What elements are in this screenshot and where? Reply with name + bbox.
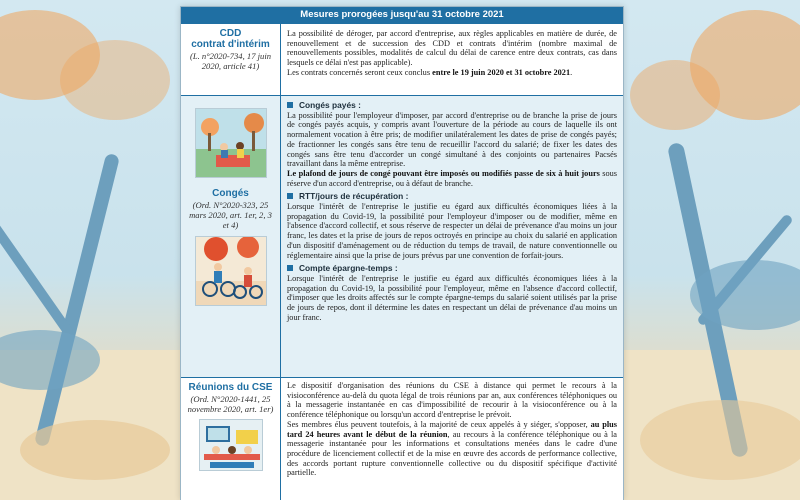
cdd-section	[181, 23, 623, 95]
cdd-legal-reference: (L. n°2020-734, 17 juin 2020, article 41)	[189, 51, 272, 71]
cyclists-illustration-icon	[195, 236, 267, 306]
conges-payes-plafond: Le plafond de jours de congé pouvant être imposés ou modifiés passe de six à huit jours sous réserve d'un accord d'entreprise, ou à défaut de branche.	[287, 168, 617, 188]
meeting-illustration-icon	[199, 419, 263, 471]
cdd-contracts-period: Les contrats concernés seront ceux conclus entre le 19 juin 2020 et 31 octobre 2021.	[287, 67, 573, 77]
cse-section	[181, 377, 623, 500]
conges-payes-text: La possibilité pour l'employeur d'imposer, par accord d'entreprise ou de branche la prise de jours de congés payés acquis, y compris avant l'ouverture de la période au cours de laquelle ils ont normalement vocation à être pris; de modifier unilatéralement les dates de prise de congés payés; de fractionner les congés sans être tenu de recueillir l'accord du salarié; de fixer les dates des congés sans être tenu d'accorder un congé simultané à des conjoints ou partenaires Pacsés travaillant dans la même entreprise.	[287, 110, 617, 169]
cet-text: Lorsque l'intérêt de l'entreprise le justifie eu égard aux difficultés économiques liées à la propagation du Covid-19, la possibilité pour l'employeur, même en l'absence d'accord collectif, d'imposer que les droits affectés sur le compte épargne-temps du salarié soient utilisés par la prise de jours de repos, dont il détermine les dates en respectant un délai de prévenance d'au moins un jour franc.	[287, 273, 617, 322]
cdd-text: La possibilité de déroger, par accord d'entreprise, aux règles applicables en matière de durée, de renouvellement et de succession des CDD et contrats d'intérim (nombre maximal de renouvellements possibles, modalités de calcul du délai de carence entre deux contrats, cas dans lesquels ce délai n'est pas applicable).	[287, 29, 617, 68]
rtt-heading: RTT/jours de récupération :	[287, 192, 617, 202]
picnic-illustration-icon	[195, 108, 267, 178]
conges-title: Congés	[212, 188, 249, 199]
conges-label-cell	[181, 96, 281, 377]
cdd-title: CDD	[219, 28, 242, 39]
conges-description	[281, 96, 623, 377]
rtt-text: Lorsque l'intérêt de l'entreprise le justifie eu égard aux difficultés économiques liées à la propagation du Covid-19, la possibilité pour l'employeur d'imposer ou de modifier, même en l'absence d'accord collectif, et sous réserve de respecter un délai de prévenance d'au moins un jour franc, les dates et la prise de jours de repos octroyés en principe au choix du salarié en application d'un dispositif d'aménagement ou de réduction du temps de travail, de nature conventionnelle ou réglementaire ainsi que la prise de jours prévus par une convention de forfait-jours.	[287, 202, 617, 260]
cet-heading: Compte épargne-temps :	[287, 264, 617, 274]
cse-title: Réunions du CSE	[188, 382, 273, 393]
cdd-label-cell	[181, 24, 281, 95]
cse-text-2: Ses membres élus peuvent toutefois, à la majorité de ceux appelés à y siéger, s'opposer, au plus tard 24 heures avant le début de la réunion, au recours à la conférence téléphonique ou à la messagerie instantanée pour les informations et consultations menées dans le cadre d'une procédure de licenciement collectif et de la mise en œuvre des accords de performance collective, des accords portant rupture conventionnelle collective ou du dispositif spécifique d'activité partielle.	[287, 419, 617, 478]
measures-document	[180, 6, 624, 500]
cse-description	[281, 378, 623, 500]
cse-legal-reference: (Ord. N°2020-1441, 25 novembre 2020, art. 1er)	[187, 394, 274, 414]
conges-payes-heading: Congés payés :	[287, 101, 617, 111]
cdd-description	[281, 24, 623, 95]
conges-legal-reference: (Ord. N°2020-323, 25 mars 2020, art. 1er, 2, 3 et 4)	[189, 200, 272, 230]
cse-label-cell	[181, 378, 281, 500]
cdd-subtitle: contrat d'intérim	[191, 39, 270, 50]
conges-section	[181, 95, 623, 377]
document-title: Mesures prorogées jusqu'au 31 octobre 2021	[181, 7, 623, 23]
cse-text-1: Le dispositif d'organisation des réunions du CSE à distance qui permet le recours à la visioconférence au-delà du quota légal de trois réunions par an, aux conférences téléphoniques ou à la messagerie instantanée en cas d'impossibilité de recourir à la visioconférence ou à la conférence téléphonique ou lorsqu'un accord d'entreprise le prévoit.	[287, 381, 617, 420]
